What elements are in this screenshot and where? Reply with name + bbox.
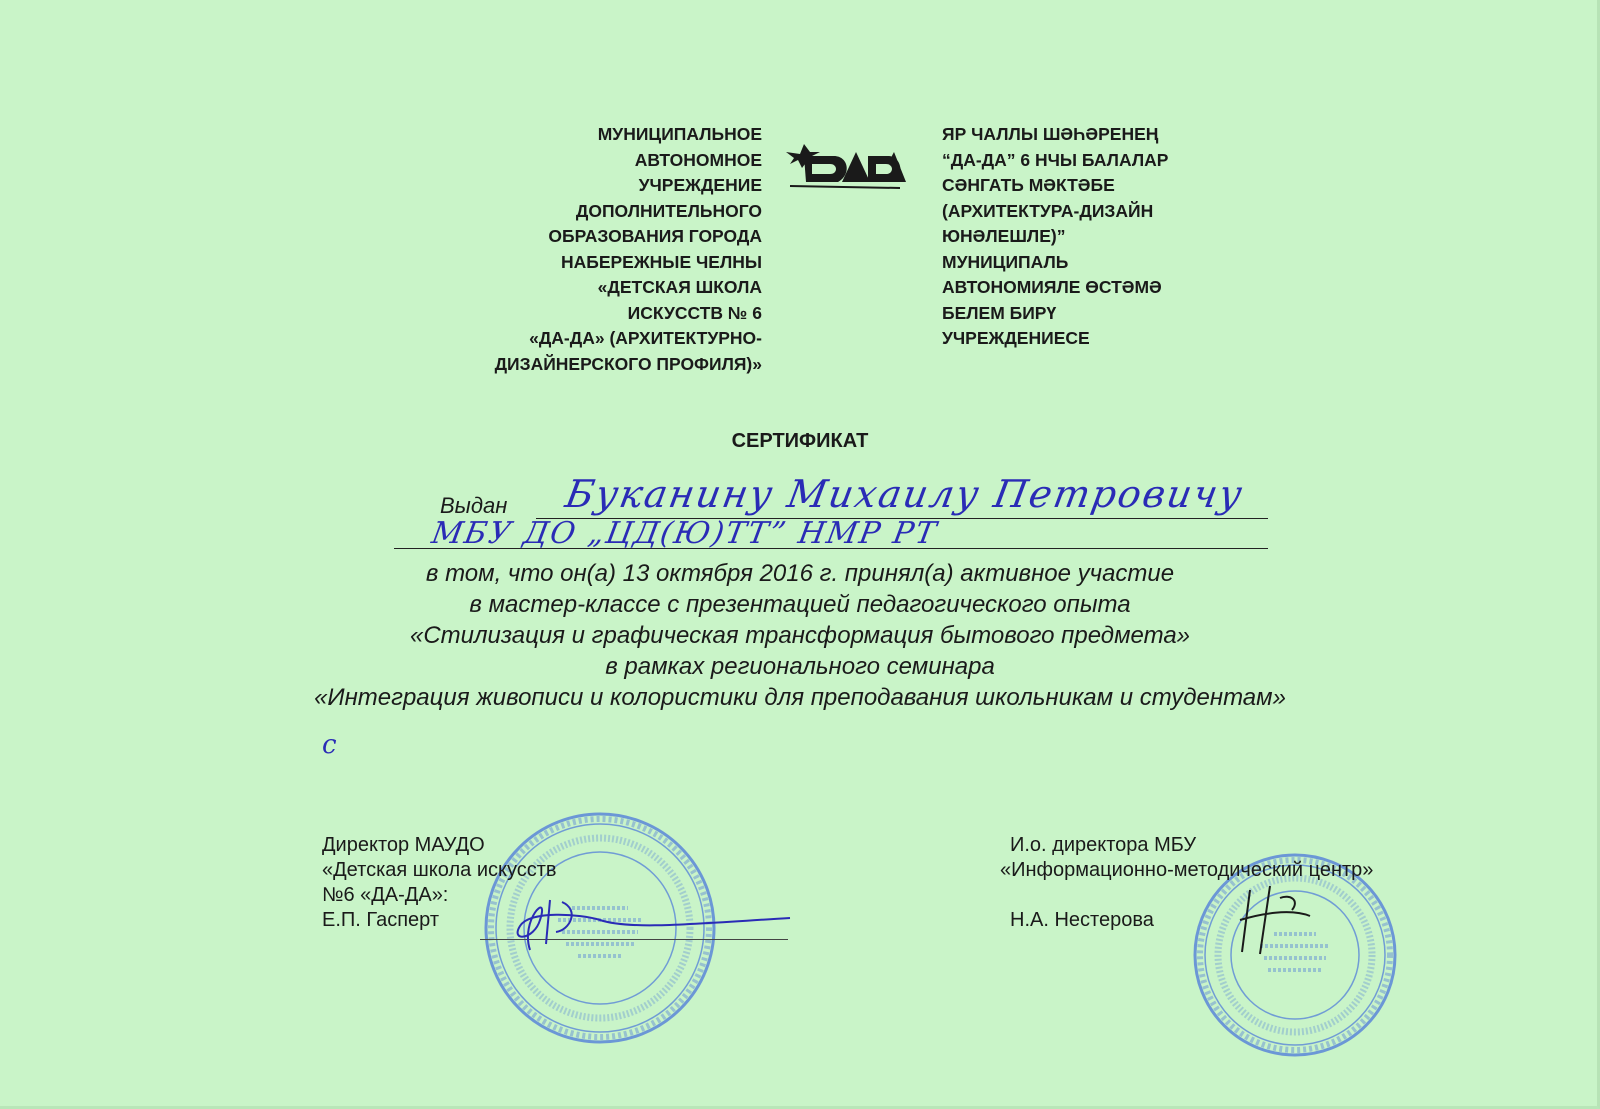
recipient-name-handwritten: Буканину Михаилу Петровичу xyxy=(562,472,1248,516)
header-left-institution xyxy=(380,122,762,377)
body-line: в том, что он(а) 13 октября 2016 г. принял(а) активное участие xyxy=(425,560,1175,587)
header-right-line: АВТОНОМИЯЛЕ ӨСТӘМӘ xyxy=(942,277,1162,297)
left-signatory-org-name: №6 «ДА-ДА»: xyxy=(322,884,449,906)
header-right-line: УЧРЕЖДЕНИЕСЕ xyxy=(942,328,1090,348)
body-line: «Стилизация и графическая трансформация бытового предмета» xyxy=(409,622,1191,649)
header-left-line: МУНИЦИПАЛЬНОЕ xyxy=(597,124,762,144)
header-left-line: ДИЗАЙНЕРСКОГО ПРОФИЛЯ)» xyxy=(494,353,762,374)
header-left-line: УЧРЕЖДЕНИЕ xyxy=(638,175,762,195)
header-right-line: (АРХИТЕКТУРА-ДИЗАЙН xyxy=(942,200,1154,221)
dada-logo-icon xyxy=(782,138,908,194)
header-left-line: ОБРАЗОВАНИЯ ГОРОДА xyxy=(548,226,762,246)
header-left-line: «ДА-ДА» (АРХИТЕКТУРНО- xyxy=(529,328,762,348)
handwritten-margin-mark: с xyxy=(322,730,339,760)
issued-label: Выдан xyxy=(440,493,508,518)
header-left-line: НАБЕРЕЖНЫЕ ЧЕЛНЫ xyxy=(560,251,762,272)
right-signatory-title: И.о. директора МБУ xyxy=(1010,834,1197,856)
header-left-line: ИСКУССТВ № 6 xyxy=(627,302,762,323)
left-signatory-name: Е.П. Гасперт xyxy=(322,909,440,931)
certificate-title: СЕРТИФИКАТ xyxy=(731,430,869,452)
header-left-line: ДОПОЛНИТЕЛЬНОГО xyxy=(575,200,762,221)
header-right-line: “ДА-ДА” 6 НЧЫ БАЛАЛАР xyxy=(942,149,1169,170)
header-right-line: МУНИЦИПАЛЬ xyxy=(942,251,1069,272)
header-left-line: АВТОНОМНОЕ xyxy=(634,149,762,170)
left-signature-icon xyxy=(490,880,810,960)
body-line: «Интеграция живописи и колористики для преподавания школьникам и студентам» xyxy=(314,684,1286,711)
organization-handwritten: МБУ ДО „ЦД(Ю)ТТ” НМР РТ xyxy=(428,516,941,551)
left-signatory-title: Директор МАУДО xyxy=(322,834,485,856)
left-signatory-org: «Детская школа искусств xyxy=(322,859,557,881)
header-right-line: СӘНГАТЬ МӘКТӘБЕ xyxy=(942,175,1115,195)
right-signatory-name: Н.А. Нестерова xyxy=(1010,909,1154,931)
body-line: в рамках регионального семинара xyxy=(605,653,995,680)
right-signature-icon xyxy=(1230,880,1320,960)
header-right-line: ЯР ЧАЛЛЫ ШӘҺӘРЕНЕҢ xyxy=(942,124,1159,144)
header-right-institution xyxy=(942,122,1272,352)
body-line: в мастер-классе с презентацией педагогического опыта xyxy=(469,591,1131,618)
right-signatory-org: «Информационно-методический центр» xyxy=(1000,859,1374,881)
header-left-line: «ДЕТСКАЯ ШКОЛА xyxy=(597,277,762,297)
certificate-body xyxy=(0,558,1600,713)
header-right-line: БЕЛЕМ БИРҮ xyxy=(942,302,1057,323)
header-right-line: ЮНӘЛЕШЛЕ)” xyxy=(942,226,1066,246)
